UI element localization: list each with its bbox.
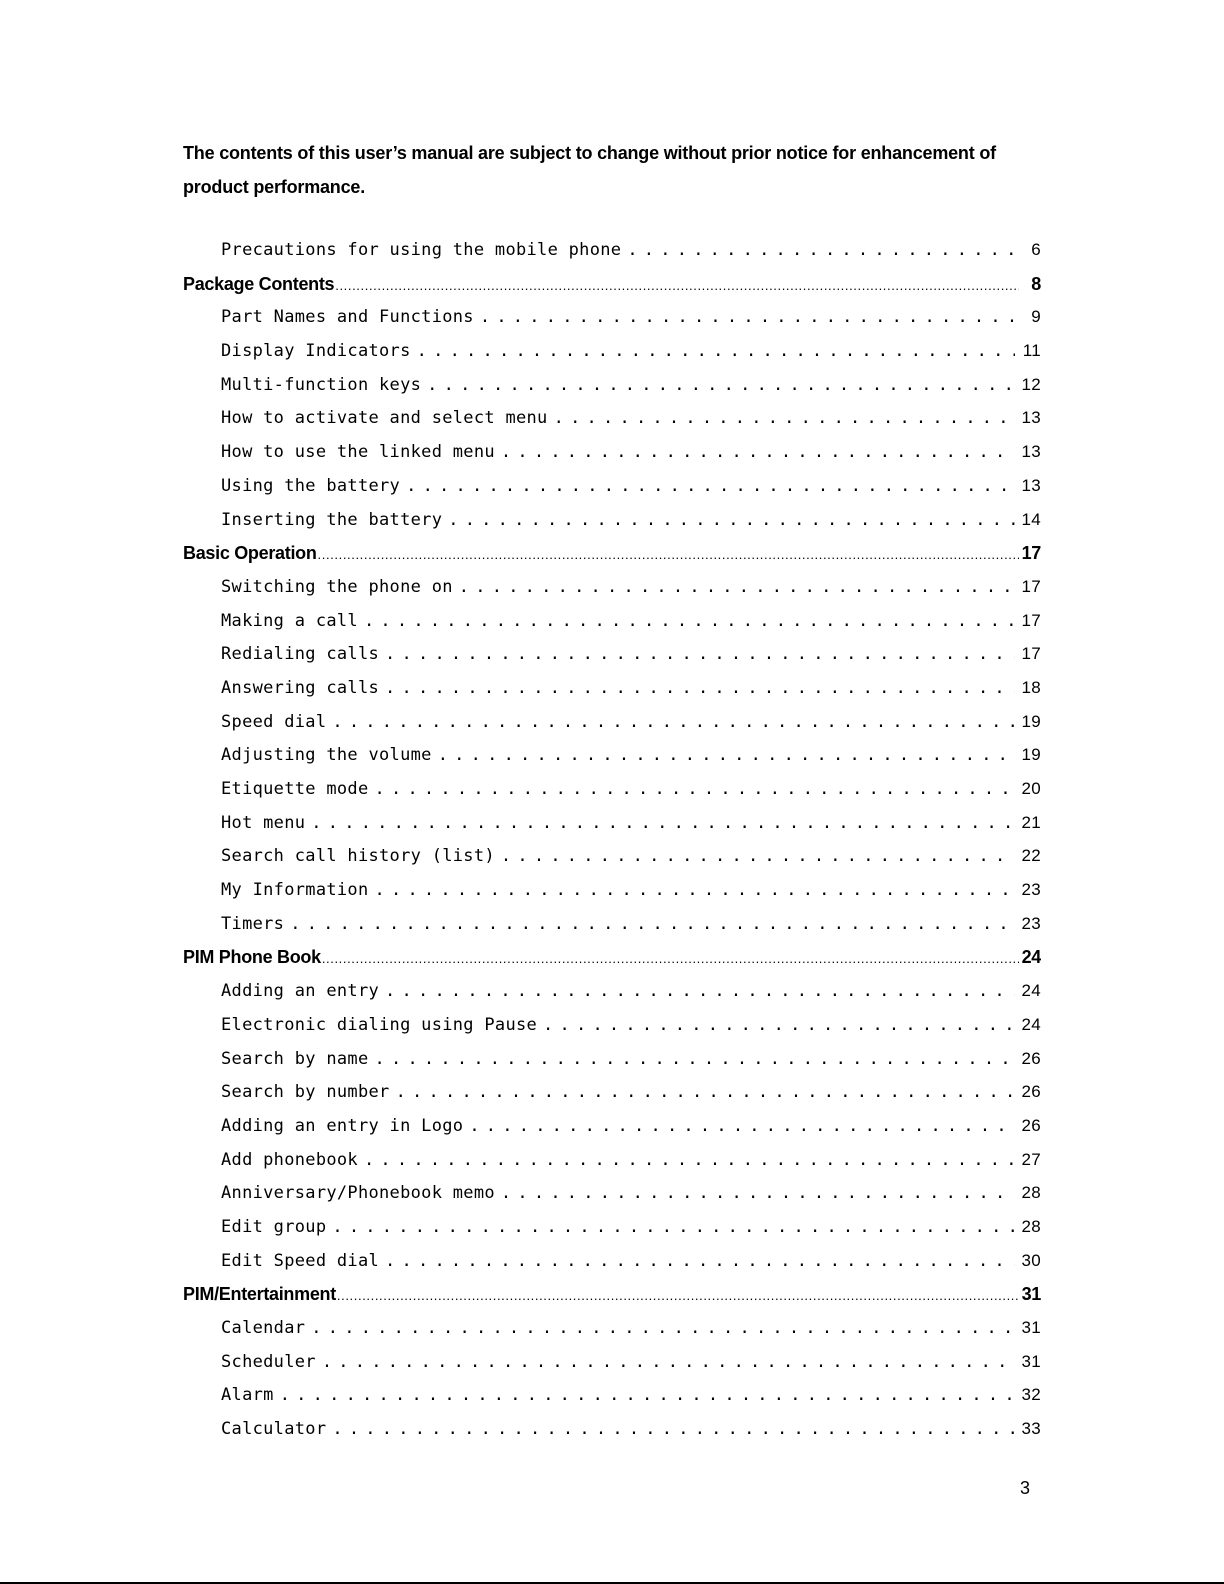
toc-entry-page: 32	[1021, 1385, 1041, 1405]
toc-entry-title: Part Names and Functions	[221, 307, 474, 328]
toc-entry[interactable]	[183, 712, 1041, 746]
toc-entry[interactable]	[183, 1183, 1041, 1217]
toc-entry-page: 13	[1021, 475, 1041, 495]
toc-dot-leader	[501, 846, 1015, 866]
toc-dot-leader	[438, 745, 1015, 765]
toc-dot-leader	[385, 678, 1015, 698]
toc-entry-page: 17	[1021, 543, 1041, 564]
table-of-contents	[183, 240, 1041, 1453]
toc-entry[interactable]	[183, 510, 1041, 544]
toc-entry[interactable]	[183, 1049, 1041, 1083]
toc-entry[interactable]	[183, 779, 1041, 813]
toc-entry-page: 17	[1021, 610, 1041, 630]
toc-entry-page: 12	[1021, 374, 1041, 394]
toc-entry[interactable]	[183, 1251, 1041, 1285]
toc-entry-page: 26	[1021, 1115, 1041, 1135]
toc-entry-page: 13	[1021, 408, 1041, 428]
toc-dot-leader	[332, 1419, 1015, 1439]
toc-entry[interactable]	[183, 981, 1041, 1015]
toc-section-entry[interactable]	[183, 274, 1041, 308]
notice-paragraph: The contents of this user’s manual are subject to change without prior notice for enhancement of product performance.	[183, 143, 996, 197]
toc-dot-leader	[375, 779, 1016, 799]
toc-dot-leader	[280, 1385, 1015, 1405]
toc-entry[interactable]	[183, 1385, 1041, 1419]
toc-entry-page: 8	[1031, 273, 1041, 294]
toc-entry[interactable]	[183, 880, 1041, 914]
toc-entry-title: Adding an entry	[221, 981, 380, 1002]
toc-dot-leader	[318, 543, 1019, 564]
toc-entry[interactable]	[183, 1150, 1041, 1184]
toc-entry[interactable]	[183, 846, 1041, 880]
toc-entry-page: 13	[1021, 442, 1041, 462]
toc-entry-title: Etiquette mode	[221, 779, 369, 799]
toc-entry[interactable]	[183, 307, 1041, 341]
toc-entry-title: Display Indicators	[221, 341, 411, 362]
toc-entry-title: Timers	[221, 913, 285, 934]
toc-entry[interactable]	[183, 644, 1041, 678]
toc-entry-title: Redialing calls	[221, 644, 380, 665]
toc-entry[interactable]	[183, 1015, 1041, 1049]
toc-entry-title: Edit Speed dial	[221, 1250, 380, 1271]
toc-entry-page: 23	[1021, 913, 1041, 933]
toc-entry-page: 20	[1021, 779, 1041, 798]
toc-entry-page: 14	[1021, 509, 1041, 529]
toc-entry-title: Add phonebook	[221, 1149, 358, 1170]
toc-entry-page: 31	[1021, 1351, 1041, 1371]
toc-entry-title: Making a call	[221, 610, 358, 631]
toc-entry-page: 19	[1021, 745, 1041, 765]
toc-entry[interactable]	[183, 240, 1041, 274]
toc-entry[interactable]	[183, 577, 1041, 611]
toc-dot-leader	[364, 1150, 1015, 1170]
toc-entry-title: Hot menu	[221, 812, 306, 833]
toc-dot-leader	[385, 1251, 1015, 1271]
toc-dot-leader	[322, 947, 1019, 968]
toc-dot-leader	[427, 375, 1015, 395]
toc-dot-leader	[322, 1352, 1015, 1372]
toc-entry[interactable]	[183, 1217, 1041, 1251]
toc-entry[interactable]	[183, 914, 1041, 948]
toc-entry-page: 33	[1021, 1419, 1041, 1439]
toc-entry-page: 31	[1021, 1318, 1041, 1337]
toc-entry-page: 19	[1021, 711, 1041, 731]
toc-entry[interactable]	[183, 678, 1041, 712]
toc-entry-page: 21	[1021, 812, 1041, 832]
toc-entry-page: 27	[1021, 1149, 1041, 1169]
toc-dot-leader	[364, 611, 1015, 631]
toc-section-entry[interactable]	[183, 1284, 1041, 1318]
toc-entry-page: 6	[1031, 240, 1041, 259]
toc-entry-page: 24	[1021, 947, 1041, 968]
toc-dot-leader	[501, 442, 1015, 462]
toc-entry[interactable]	[183, 1318, 1041, 1352]
toc-dot-leader	[448, 510, 1015, 530]
toc-entry-title: Edit group	[221, 1216, 327, 1237]
toc-dot-leader	[332, 712, 1015, 732]
toc-dot-leader	[417, 341, 1015, 361]
toc-dot-leader	[554, 408, 1015, 428]
toc-section-entry[interactable]	[183, 947, 1041, 981]
toc-entry-title: PIM Phone Book	[183, 947, 321, 968]
toc-entry-title: Multi-function keys	[221, 374, 422, 395]
toc-section-entry[interactable]	[183, 543, 1041, 577]
toc-dot-leader	[311, 1318, 1015, 1338]
toc-dot-leader	[543, 1015, 1015, 1035]
toc-entry-title: Calculator	[221, 1419, 327, 1440]
toc-entry-title: Scheduler	[221, 1351, 316, 1372]
toc-entry-title: Alarm	[221, 1385, 274, 1406]
toc-entry-title: Search by number	[221, 1082, 390, 1103]
toc-entry-title: Switching the phone on	[221, 576, 453, 597]
toc-entry-title: Answering calls	[221, 677, 380, 698]
toc-entry[interactable]	[183, 611, 1041, 645]
toc-entry-title: Inserting the battery	[221, 509, 443, 530]
toc-entry-title: Adjusting the volume	[221, 745, 432, 766]
toc-entry-page: 23	[1021, 880, 1041, 900]
toc-dot-leader	[290, 914, 1015, 934]
toc-entry-title: PIM/Entertainment	[183, 1284, 336, 1305]
toc-entry-page: 24	[1021, 981, 1041, 1001]
toc-entry-title: Calendar	[221, 1318, 306, 1338]
toc-entry-title: How to use the linked menu	[221, 442, 495, 463]
toc-entry-title: How to activate and select menu	[221, 408, 548, 429]
toc-dot-leader	[375, 1049, 1016, 1069]
toc-dot-leader	[337, 1284, 1019, 1305]
toc-entry[interactable]	[183, 745, 1041, 779]
toc-entry-title: Search by name	[221, 1048, 369, 1069]
toc-dot-leader	[375, 880, 1016, 900]
toc-entry-title: Basic Operation	[183, 543, 317, 564]
toc-dot-leader	[627, 240, 1015, 260]
toc-entry-page: 24	[1021, 1014, 1041, 1034]
toc-entry-page: 17	[1021, 644, 1041, 664]
toc-entry-title: Electronic dialing using Pause	[221, 1014, 538, 1035]
toc-dot-leader	[396, 1082, 1015, 1102]
toc-entry-page: 30	[1021, 1250, 1041, 1270]
toc-entry[interactable]	[183, 442, 1041, 476]
toc-entry-title: My Information	[221, 880, 369, 901]
toc-entry[interactable]	[183, 375, 1041, 409]
toc-entry-title: Adding an entry in Logo	[221, 1115, 464, 1136]
toc-entry-title: Search call history (list)	[221, 846, 495, 867]
page-number: 3	[1020, 1478, 1031, 1498]
toc-entry-title: Anniversary/Phonebook memo	[221, 1183, 495, 1204]
toc-entry-page: 18	[1021, 677, 1041, 697]
toc-entry[interactable]	[183, 341, 1041, 375]
toc-entry[interactable]	[183, 1419, 1041, 1453]
toc-entry-page: 9	[1031, 307, 1041, 327]
toc-dot-leader	[480, 307, 1015, 327]
toc-entry-title: Package Contents	[183, 273, 335, 294]
toc-entry[interactable]	[183, 813, 1041, 847]
toc-entry-page: 26	[1021, 1082, 1041, 1102]
toc-dot-leader	[459, 577, 1015, 597]
toc-entry[interactable]	[183, 408, 1041, 442]
toc-entry[interactable]	[183, 1116, 1041, 1150]
toc-entry-page: 28	[1021, 1183, 1041, 1203]
toc-dot-leader	[385, 981, 1015, 1001]
toc-dot-leader	[311, 813, 1015, 833]
toc-dot-leader	[335, 274, 1019, 295]
toc-entry-page: 22	[1021, 846, 1041, 866]
toc-dot-leader	[469, 1116, 1015, 1136]
toc-entry-page: 17	[1021, 576, 1041, 596]
toc-entry-page: 28	[1021, 1216, 1041, 1236]
toc-entry-title: Speed dial	[221, 711, 327, 732]
toc-dot-leader	[332, 1217, 1015, 1237]
toc-entry[interactable]	[183, 1352, 1041, 1386]
toc-dot-leader	[501, 1183, 1015, 1203]
toc-dot-leader	[406, 476, 1015, 496]
toc-entry-page: 26	[1021, 1048, 1041, 1068]
toc-entry-page: 11	[1022, 341, 1041, 361]
toc-entry-title: Using the battery	[221, 475, 401, 496]
toc-entry-page: 31	[1021, 1284, 1041, 1305]
toc-dot-leader	[385, 644, 1015, 664]
toc-entry-title: Precautions for using the mobile phone	[221, 240, 622, 260]
toc-entry[interactable]	[183, 1082, 1041, 1116]
toc-entry[interactable]	[183, 476, 1041, 510]
